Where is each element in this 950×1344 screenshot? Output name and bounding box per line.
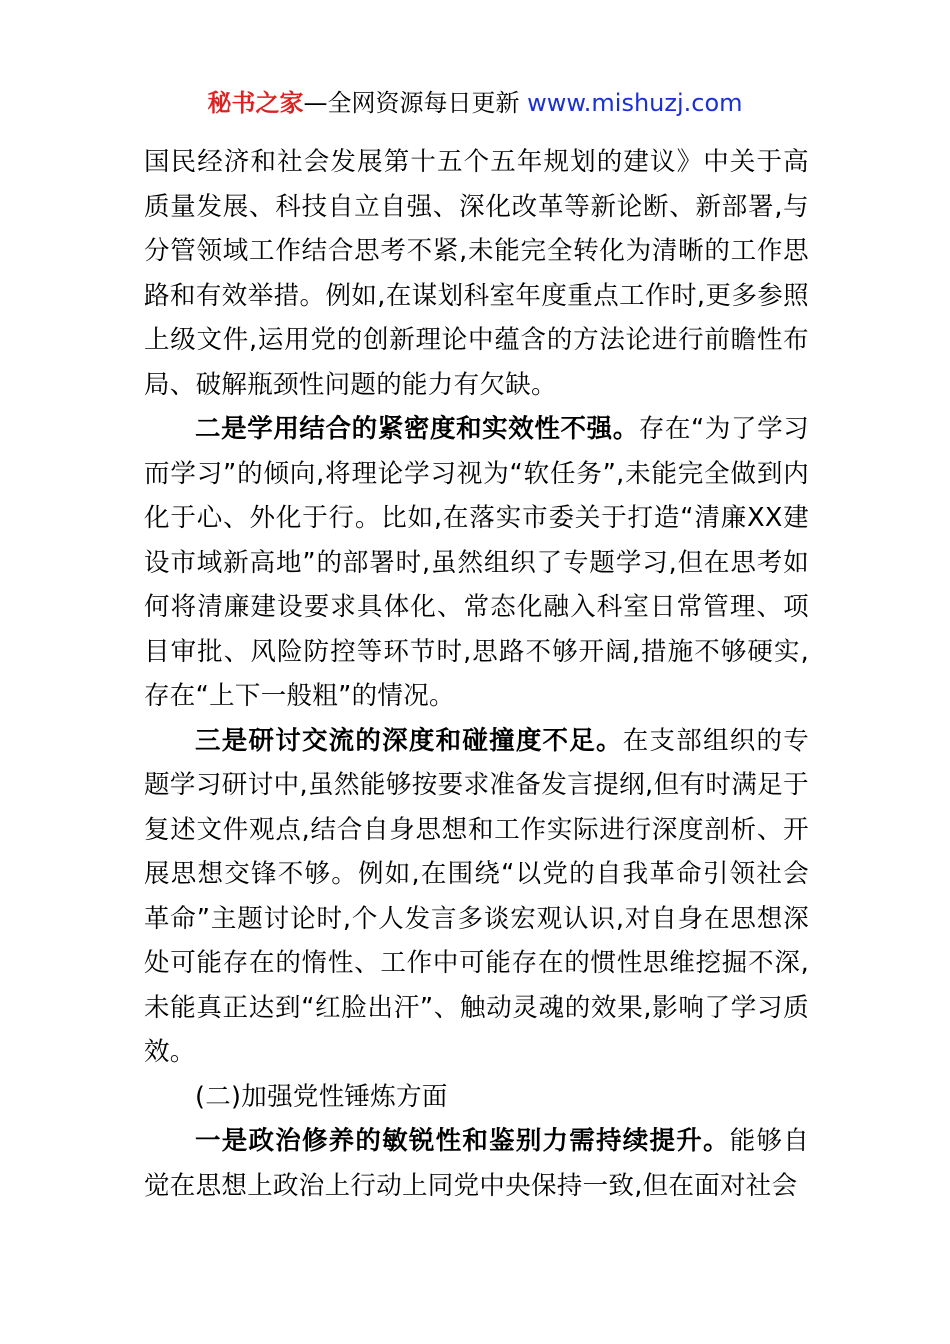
section-heading-text: (二)加强党性锤炼方面 [195,1081,448,1112]
paragraph-text: 能够自觉在思想上政治上行动上同党中央保持一致,但在面对社会 [144,1126,809,1201]
paragraph-continuation [144,140,809,407]
paragraph-point-two [144,407,809,719]
paragraph-text: 在支部组织的专题学习研讨中,虽然能够按要求准备发言提纲,但有时满足于复述文件观点,结合自身思想和工作实际进行深度剖析、开展思想交锋不够。例如,在围绕“以党的自我革命引领社会革命”主题讨论时,个人发言多谈宏观认识,对自身在思想深处可能存在的惰性、工作中可能存在的惯性思维挖掘不深,未能真正达到“红脸出汗”、触动灵魂的效果,影响了学习质效。 [144,725,809,1067]
paragraph-lead: 三是研讨交流的深度和碰撞度不足。 [195,725,623,756]
paragraph-text: 存在“为了学习而学习”的倾向,将理论学习视为“软任务”,未能完全做到内化于心、外化于行。比如,在落实市委关于打造“清廉XX建设市域新高地”的部署时,虽然组织了专题学习,但在思考如何将清廉建设要求具体化、常态化融入科室日常管理、项目审批、风险防控等环节时,思路不够开阔,措施不够硬实,存在“上下一般粗”的情况。 [144,414,810,711]
page-header [0,86,950,120]
paragraph-point-three [144,719,809,1075]
paragraph-point-one [144,1119,809,1208]
header-brand: 秘书之家 [207,89,304,117]
paragraph-text: 国民经济和社会发展第十五个五年规划的建议》中关于高质量发展、科技自立自强、深化改革等新论断、新部署,与分管领域工作结合思考不紧,未能完全转化为清晰的工作思路和有效举措。例如,在谋划科室年度重点工作时,更多参照上级文件,运用党的创新理论中蕴含的方法论进行前瞻性布局、破解瓶颈性问题的能力有欠缺。 [144,147,809,400]
header-separator: — [303,89,328,117]
section-heading [144,1075,809,1120]
header-tagline: 全网资源每日更新 [327,89,520,117]
header-url-link[interactable]: www.mishuzj.com [527,89,743,117]
paragraph-lead: 二是学用结合的紧密度和实效性不强。 [195,414,639,444]
paragraph-lead: 一是政治修养的敏锐性和鉴别力需持续提升。 [195,1126,730,1156]
document-body [144,140,809,1208]
